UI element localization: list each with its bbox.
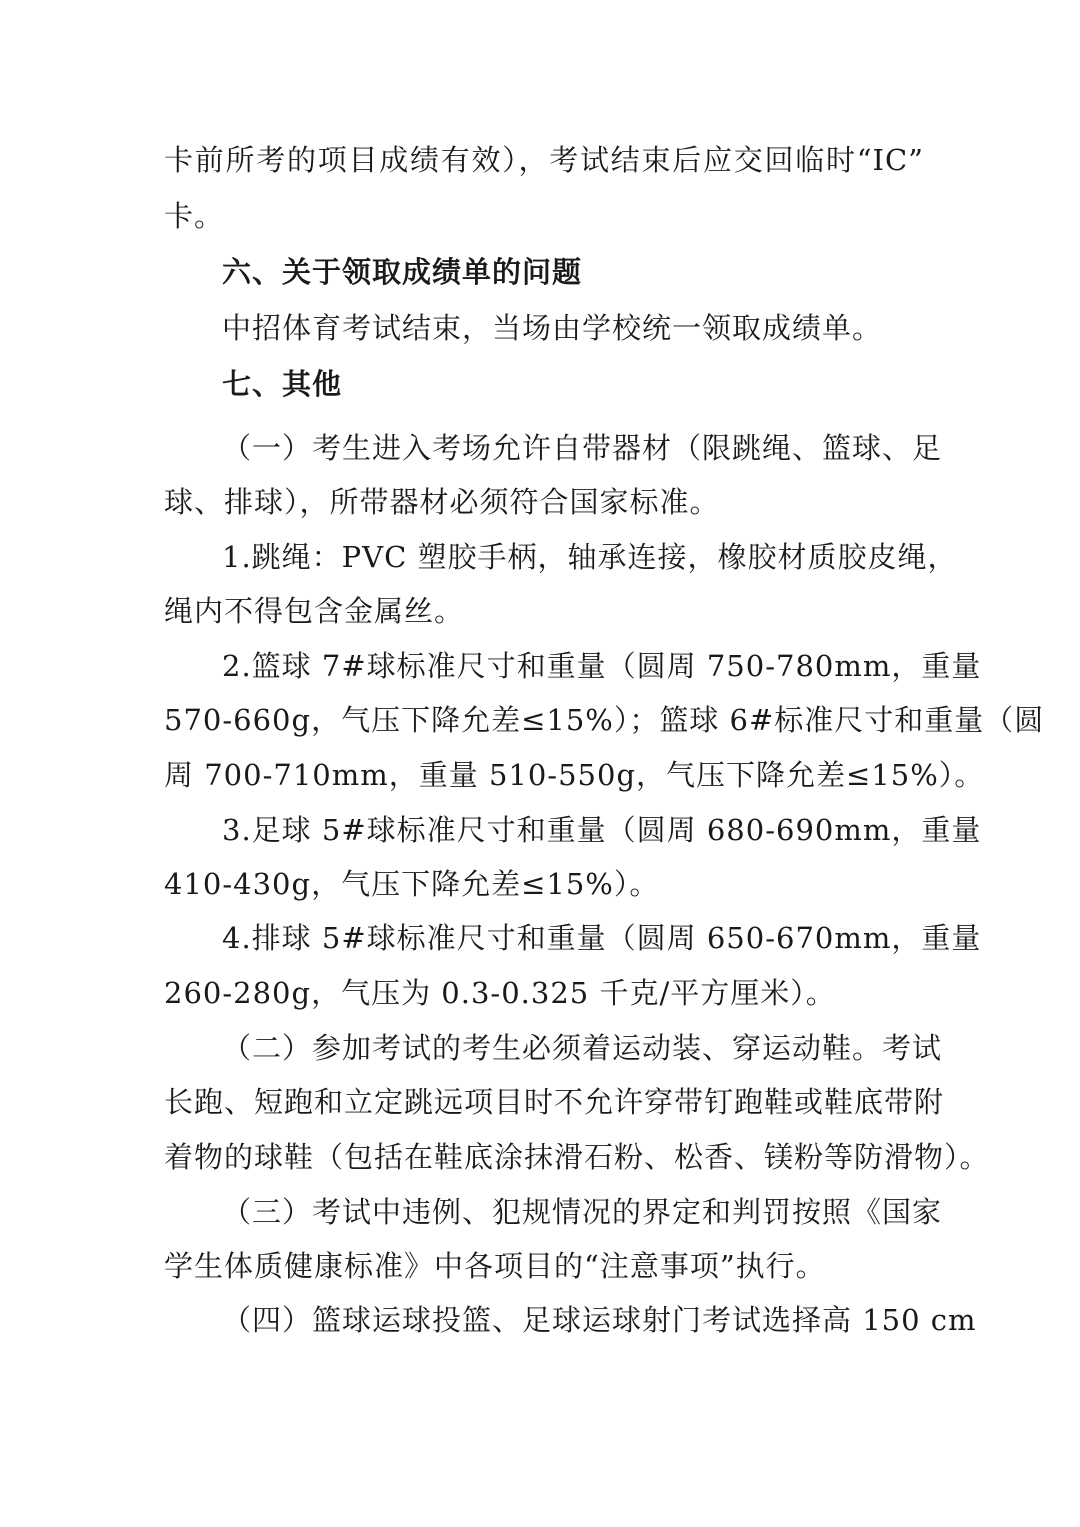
body-text-line: 学生体质健康标准》中各项目的“注意事项”执行。 [164,1249,826,1283]
body-text-line: 260-280g，气压为 0.3-0.325 千克/平方厘米）。 [164,976,836,1010]
body-text-line: 周 700-710mm，重量 510-550g，气压下降允差≤15%）。 [164,758,985,792]
body-text-line: 410-430g，气压下降允差≤15%）。 [164,867,660,901]
body-text-line: 长跑、短跑和立定跳远项目时不允许穿带钉跑鞋或鞋底带附 [164,1085,945,1119]
body-text-line: （二）参加考试的考生必须着运动装、穿运动鞋。考试 [222,1031,943,1065]
body-text-line: 卡。 [164,199,225,233]
body-text-line: 1.跳绳：PVC 塑胶手柄，轴承连接，橡胶材质胶皮绳， [222,540,958,574]
section-heading-six: 六、关于领取成绩单的问题 [222,255,583,289]
body-text-line: （三）考试中违例、犯规情况的界定和判罚按照《国家 [222,1195,943,1229]
body-text-line: 卡前所考的项目成绩有效），考试结束后应交回临时“IC” [164,143,924,177]
body-text-line: 570-660g，气压下降允差≤15%）；篮球 6#标准尺寸和重量（圆 [164,703,1045,737]
body-text-line: 4.排球 5#球标准尺寸和重量（圆周 650-670mm，重量 [222,921,982,955]
body-text-line: 绳内不得包含金属丝。 [164,594,465,628]
body-text-line: （四）篮球运球投篮、足球运球射门考试选择高 150 cm [222,1303,977,1337]
body-text-line: 中招体育考试结束，当场由学校统一领取成绩单。 [222,311,883,345]
section-heading-seven: 七、其他 [222,367,343,401]
body-text-line: 2.篮球 7#球标准尺寸和重量（圆周 750-780mm，重量 [222,649,982,683]
body-text-line: 球、排球），所带器材必须符合国家标准。 [164,485,720,519]
body-text-line: 着物的球鞋（包括在鞋底涂抹滑石粉、松香、镁粉等防滑物）。 [164,1140,990,1174]
body-text-line: 3.足球 5#球标准尺寸和重量（圆周 680-690mm，重量 [222,813,982,847]
body-text-line: （一）考生进入考场允许自带器材（限跳绳、篮球、足 [222,431,943,465]
